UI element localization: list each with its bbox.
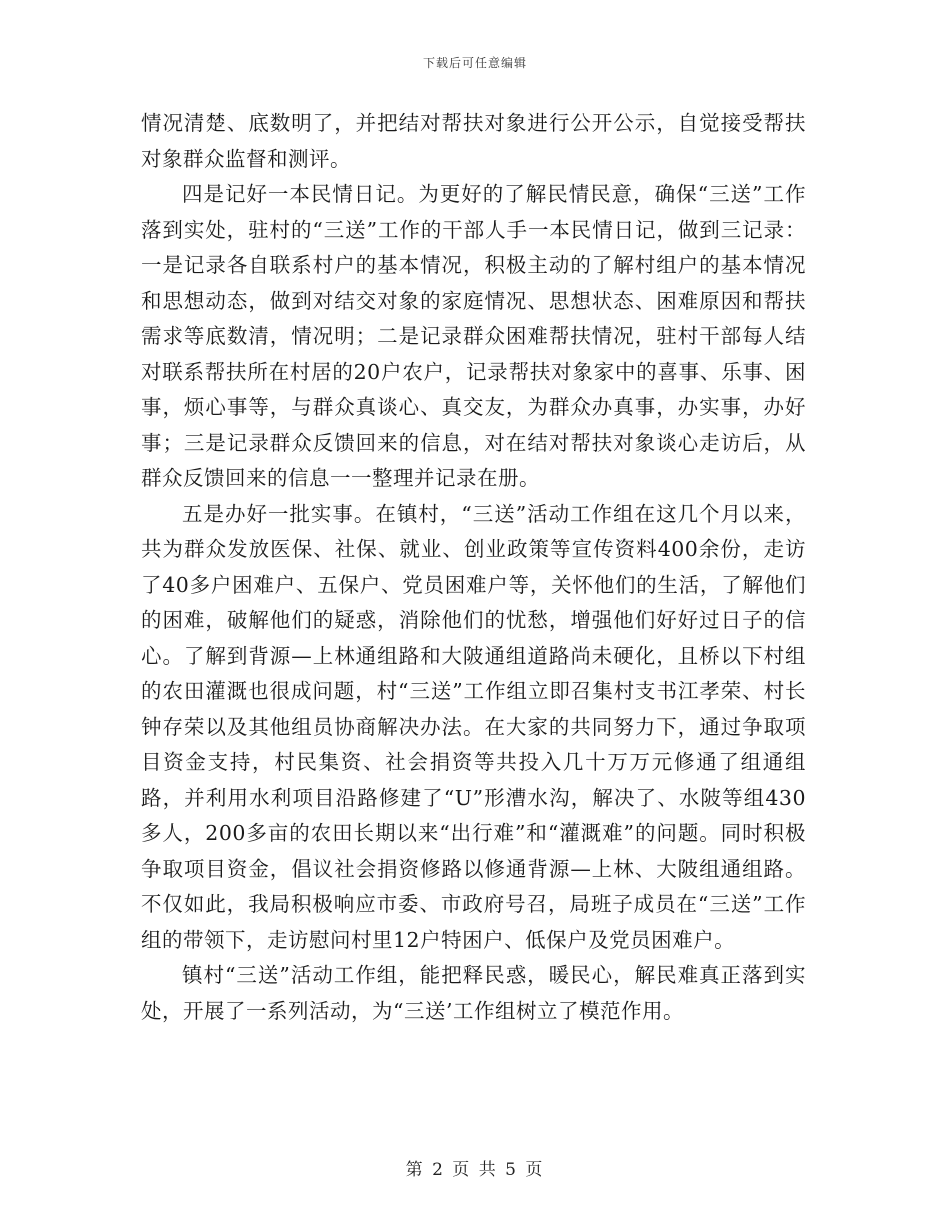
document-body <box>141 106 806 1029</box>
header-note: 下载后可任意编辑 <box>422 56 527 70</box>
paragraph-practical-work: 五是办好一批实事。在镇村，“三送”活动工作组在这几个月以来，共为群众发放医保、社保、就业、创业政策等宣传资料400余份，走访了40多户困难户、五保户、党员困难户等，关怀他们的生活，了解他们的困难，破解他们的疑惑，消除他们的忧愁，增强他们好好过日子的信心。了解到背源—上林通组路和大陂通组道路尚未硬化，且桥以下村组的农田灌溉也很成问题，村“三送”工作组立即召集村支书江孝荣、村长钟存荣以及其他组员协商解决办法。在大家的共同努力下，通过争取项目资金支持，村民集资、社会捐资等共投入几十万万元修通了组通组路，并利用水利项目沿路修建了“U”形漕水沟，解决了、水陂等组430多人，200多亩的农田长期以来“出行难”和“灌溉难”的问题。同时积极争取项目资金，倡议社会捐资修路以修通背源—上林、大陂组通组路。不仅如此，我局积极响应市委、市政府号召，局班子成员在“三送”工作组的带领下，走访慰问村里12户特困户、低保户及党员困难户。 <box>141 501 806 952</box>
paragraph-continuation: 情况清楚、底数明了，并把结对帮扶对象进行公开公示，自觉接受帮扶对象群众监督和测评。 <box>141 111 806 171</box>
paragraph-conclusion: 镇村“三送”活动工作组，能把释民惑，暖民心，解民难真正落到实处，开展了一系列活动，为“三送’工作组树立了模范作用。 <box>141 963 806 1023</box>
page-number: 第 2 页 共 5 页 <box>405 1160 545 1180</box>
paragraph-diary: 四是记好一本民情日记。为更好的了解民情民意，确保“三送”工作落到实处，驻村的“三送”工作的干部人手一本民情日记，做到三记录：一是记录各自联系村户的基本情况，积极主动的了解村组户的基本情况和思想动态，做到对结交对象的家庭情况、思想状态、困难原因和帮扶需求等底数清，情况明；二是记录群众困难帮扶情况，驻村干部每人结对联系帮扶所在村居的20户农户，记录帮扶对象家中的喜事、乐事、困事，烦心事等，与群众真谈心、真交友，为群众办真事，办实事，办好事；三是记录群众反馈回来的信息，对在结对帮扶对象谈心走访后，从群众反馈回来的信息一一整理并记录在册。 <box>141 182 806 490</box>
